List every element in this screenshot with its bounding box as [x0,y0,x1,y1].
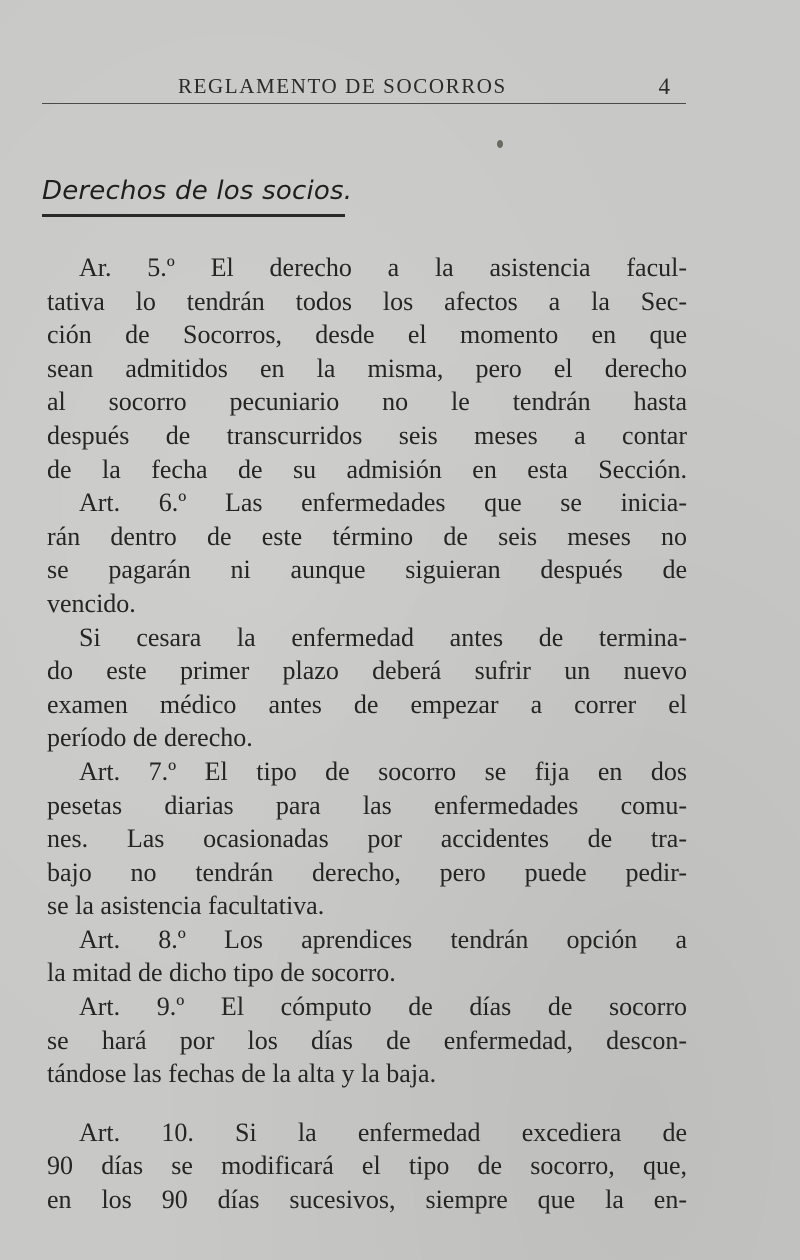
text-line: período de derecho. [47,723,253,753]
text-line: Art. 7.º El tipo de socorro se fija en dos [79,756,687,786]
text-line: nes. Las ocasionadas por accidentes de tra- [47,824,687,854]
text-line: Art. 9.º El cómputo de días de socorro [79,992,687,1022]
text-line: al socorro pecuniario no le tendrán hasta [47,387,687,417]
text-line: rán dentro de este término de seis meses no [47,521,687,551]
section-heading: Derechos de los socios. [42,176,353,206]
text-line: ción de Socorros, desde el momento en que [47,320,687,350]
text-line: 90 días se modificará el tipo de socorro, que, [47,1151,687,1181]
text-line: de la fecha de su admisión en esta Sección. [47,454,687,484]
text-line: la mitad de dicho tipo de socorro. [47,958,396,988]
text-line: sean admitidos en la misma, pero el derecho [47,353,687,383]
text-line: tativa lo tendrán todos los afectos a la Sec- [47,286,687,316]
text-line: Art. 10. Si la enfermedad excediera de [79,1117,687,1147]
text-line: Art. 8.º Los aprendices tendrán opción a [79,924,687,954]
section-underline [42,214,345,217]
text-line: se la asistencia facultativa. [47,891,325,921]
running-head [42,74,686,102]
text-line: examen médico antes de empezar a correr el [47,689,687,719]
running-title: REGLAMENTO DE SOCORROS [178,74,507,98]
text-line: Si cesara la enfermedad antes de termina- [79,622,687,652]
text-line: en los 90 días sucesivos, siempre que la en- [47,1185,687,1215]
header-rule [42,103,686,104]
paragraph-gap [47,1091,687,1116]
text-line: bajo no tendrán derecho, pero puede pedir- [47,857,687,887]
text-line: pesetas diarias para las enfermedades comu- [47,790,687,820]
text-line: vencido. [47,588,136,618]
text-line: do este primer plazo deberá sufrir un nuevo [47,656,687,686]
text-line: Ar. 5.º El derecho a la asistencia facul- [79,253,687,282]
ink-speck [497,140,503,148]
text-line: se pagarán ni aunque siguieran después de [47,555,687,585]
text-line: después de transcurridos seis meses a contar [47,420,687,450]
text-line: se hará por los días de enfermedad, descon- [47,1025,687,1055]
page-number: 4 [658,74,670,99]
article-text [47,251,687,1217]
text-line: Art. 6.º Las enfermedades que se inicia- [79,488,687,518]
text-line: tándose las fechas de la alta y la baja. [47,1059,437,1089]
